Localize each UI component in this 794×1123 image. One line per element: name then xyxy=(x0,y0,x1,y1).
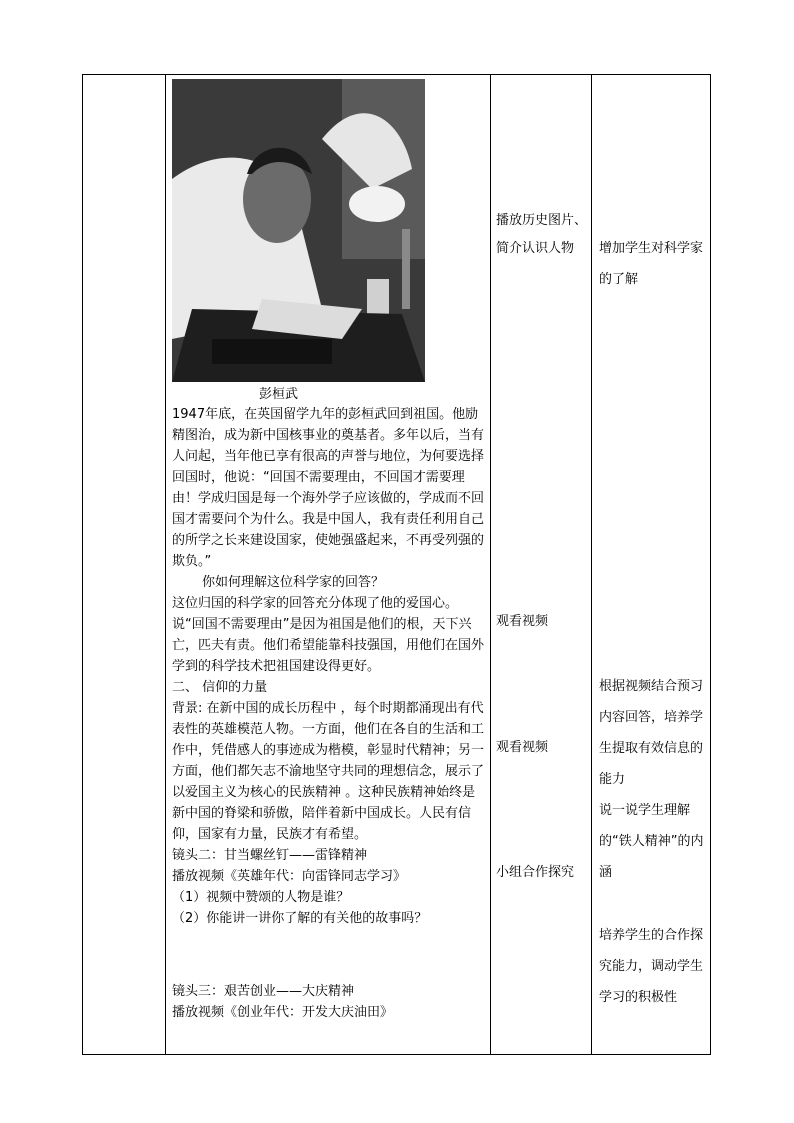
activity-watch-video-2: 观看视频 xyxy=(496,740,549,755)
question-two: （2）你能讲一讲你了解的有关他的故事吗？ xyxy=(172,911,428,926)
activity-show-photos: 播放历史图片、简介认识人物 xyxy=(496,213,588,256)
lesson-table xyxy=(82,74,711,1055)
answer-paragraph: 这位归国的科学家的回答充分体现了他的爱国心。说“回国不需要理由”是因为祖国是他们的根，天下兴亡，匹夫有责。他们希望能靠科技强国，用他们在国外学到的科学技术把祖国建设得更好。 xyxy=(172,596,485,674)
column-segment-empty xyxy=(83,75,165,1054)
photo-caption: 彭桓武 xyxy=(259,387,299,402)
intent-learn-scientist: 增加学生对科学家的了解 xyxy=(599,241,704,287)
activity-group-inquiry: 小组合作探究 xyxy=(496,865,575,880)
intent-iron-man-spirit: 说一说学生理解的“铁人精神”的内涵 xyxy=(599,803,704,880)
video-two-title: 播放视频《英雄年代：向雷锋同志学习》 xyxy=(172,869,407,884)
section-heading: 二、 信仰的力量 xyxy=(172,680,268,695)
column-content xyxy=(166,75,490,1054)
discussion-question: 你如何理解这位科学家的回答？ xyxy=(202,575,385,590)
question-one: （1）视频中赞颂的人物是谁？ xyxy=(172,890,350,905)
activity-watch-video-1: 观看视频 xyxy=(496,614,549,629)
column-teacher-activity xyxy=(491,75,591,1054)
intent-cooperation: 培养学生的合作探究能力，调动学生学习的积极性 xyxy=(599,928,704,1005)
story-paragraph: 1947年底，在英国留学九年的彭桓武回到祖国。他励精图治，成为新中国核事业的奠基者。多年以后，当有人问起，当年他已享有很高的声誉与地位，为何要选择回国时，他说：“回国不需要理由，不回国才需要理由！学成归国是每一个海外学子应该做的，学成而不回国才需要问个为什么。我是中国人，我有责任利用自己的所学之长来建设国家，使她强盛起来，不再受列强的欺负。” xyxy=(172,407,485,569)
lens-two-title: 镜头二：甘当螺丝钉——雷锋精神 xyxy=(172,848,368,863)
video-three-title: 播放视频《创业年代：开发大庆油田》 xyxy=(172,1005,394,1020)
spacer xyxy=(172,929,484,981)
peng-huanwu-photo xyxy=(172,79,425,382)
historical-photo-illustration xyxy=(172,79,425,382)
intent-extract-info: 根据视频结合预习内容回答，培养学生提取有效信息的能力 xyxy=(599,679,704,787)
lens-three-title: 镜头三：艰苦创业——大庆精神 xyxy=(172,984,355,999)
background-paragraph: 背景: 在新中国的成长历程中 ，每个时期都涌现出有代表性的英雄模范人物。一方面，他们在各自的生活和工作中，凭借感人的事迹成为楷模，彰显时代精神；另一方面，他们都矢志不渝地坚守共同的理想信念，展示了以爱国主义为核心的民族精神 。这种民族精神始终是新中国的脊梁和骄傲，陪伴着新中国成长。人民有信仰，国家有力量，民族才有希望。 xyxy=(172,701,485,842)
column-design-intent xyxy=(592,75,710,1054)
